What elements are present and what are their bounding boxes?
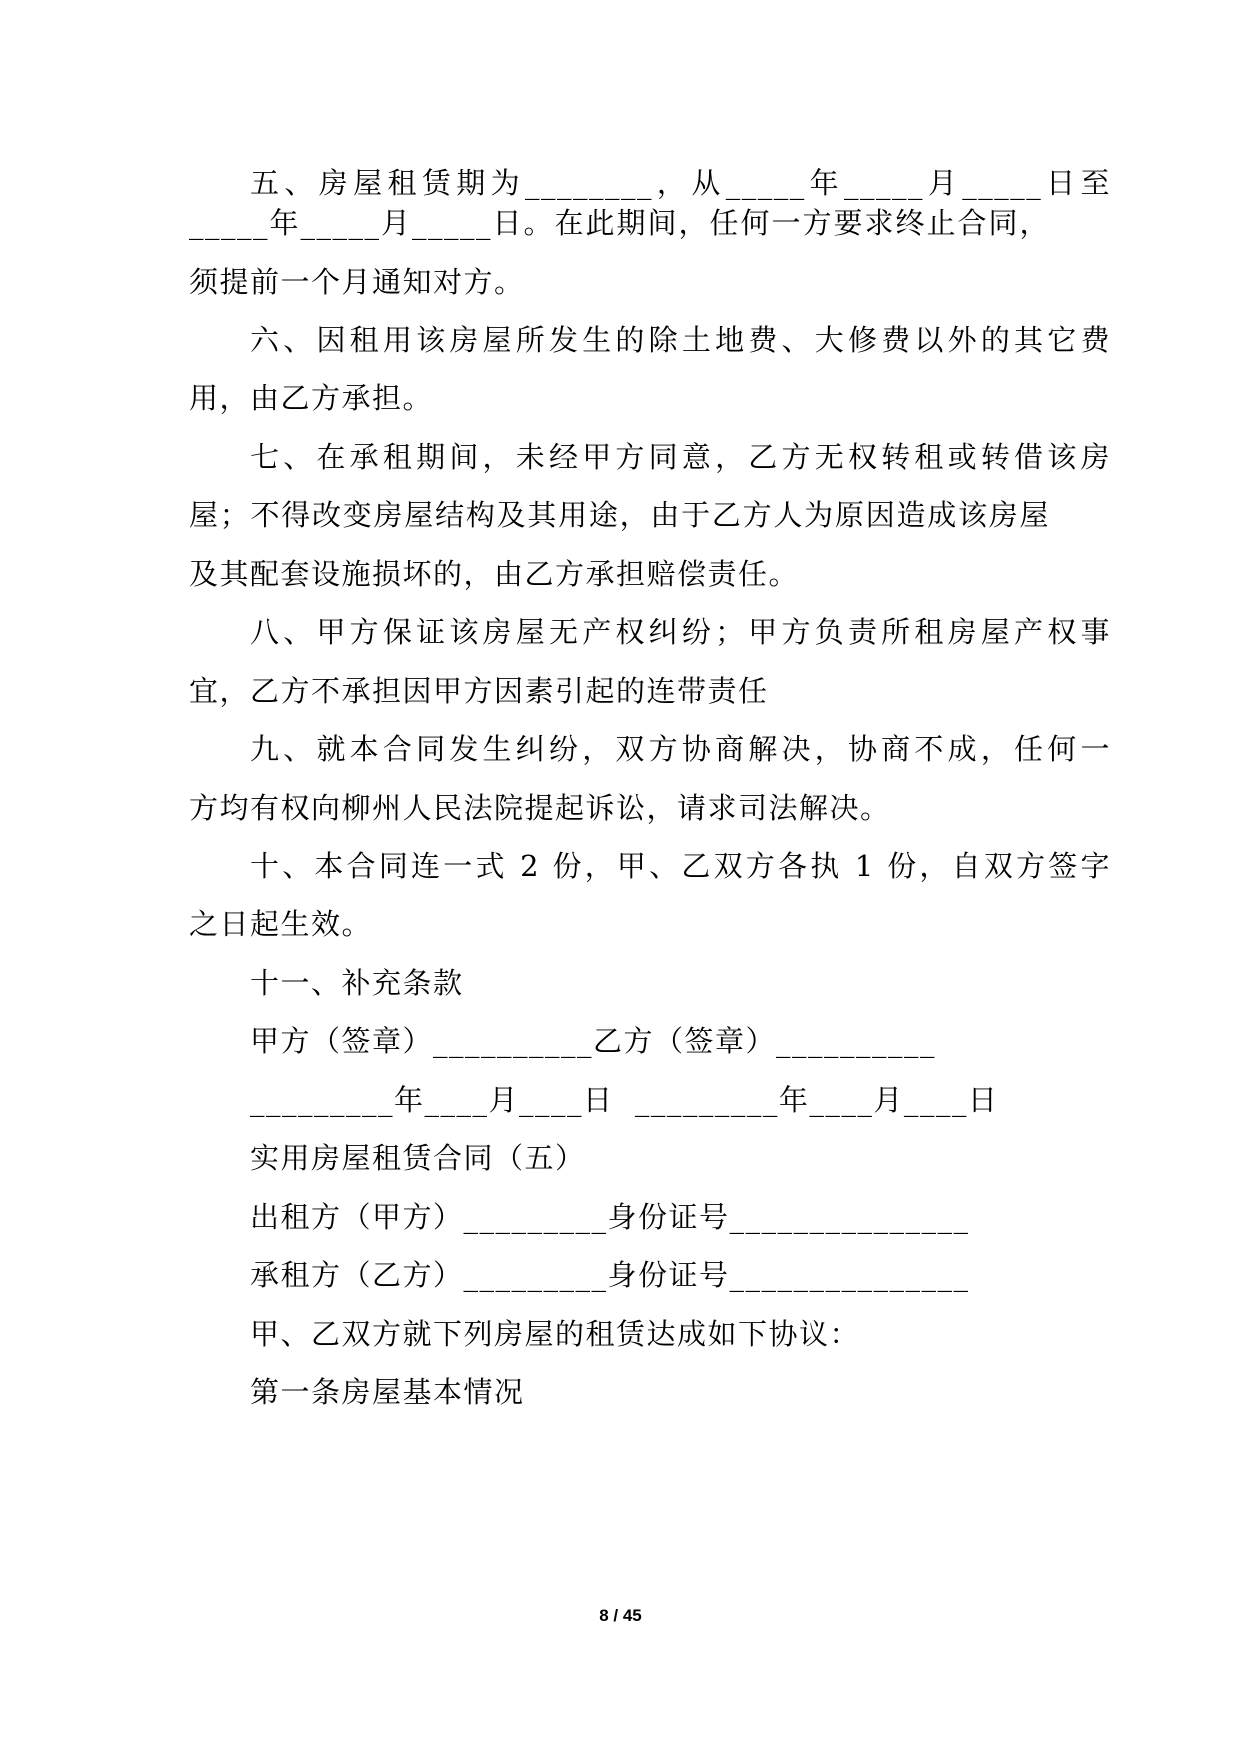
article-1-heading: 第一条房屋基本情况 [250, 1375, 525, 1409]
clause-6-line-2: 用，由乙方承担。 [189, 381, 434, 415]
signature-line: 甲方（签章）__________乙方（签章）__________ [250, 1024, 937, 1058]
page-number: 8 / 45 [599, 1606, 642, 1625]
date-line: _________年____月____日 _________年____月____日 [250, 1083, 999, 1117]
clause-7-line-1: 七、在承租期间，未经甲方同意，乙方无权转租或转借该房 [250, 440, 1111, 474]
clause-10-line-1: 十、本合同连一式 2 份，甲、乙双方各执 1 份，自双方签字 [250, 849, 1111, 883]
lessee-line: 承租方（乙方）_________身份证号_______________ [250, 1258, 970, 1292]
agreement-intro: 甲、乙双方就下列房屋的租赁达成如下协议： [250, 1317, 861, 1351]
clause-8-line-2: 宜，乙方不承担因甲方因素引起的连带责任 [189, 674, 769, 708]
clause-5-line-1: 五、房屋租赁期为________，从_____年_____月_____日至 [250, 166, 1111, 200]
clause-7-line-2: 屋；不得改变房屋结构及其用途，由于乙方人为原因造成该房屋 [189, 498, 1050, 532]
clause-8-line-1: 八、甲方保证该房屋无产权纠纷；甲方负责所租房屋产权事 [250, 615, 1111, 649]
clause-10-line-2: 之日起生效。 [189, 907, 373, 941]
clause-9-line-1: 九、就本合同发生纠纷，双方协商解决，协商不成，任何一 [250, 732, 1111, 766]
contract-title: 实用房屋租赁合同（五） [250, 1141, 586, 1175]
clause-6-line-1: 六、因租用该房屋所发生的除土地费、大修费以外的其它费 [250, 323, 1111, 357]
clause-5-line-3: 须提前一个月通知对方。 [189, 265, 525, 299]
clause-5-line-2: _____年_____月_____日。在此期间，任何一方要求终止合同， [189, 206, 1050, 240]
clause-11-heading: 十一、补充条款 [250, 966, 464, 1000]
clause-7-line-3: 及其配套设施损坏的，由乙方承担赔偿责任。 [189, 557, 800, 591]
clause-9-line-2: 方均有权向柳州人民法院提起诉讼，请求司法解决。 [189, 791, 891, 825]
lessor-line: 出租方（甲方）_________身份证号_______________ [250, 1200, 970, 1234]
